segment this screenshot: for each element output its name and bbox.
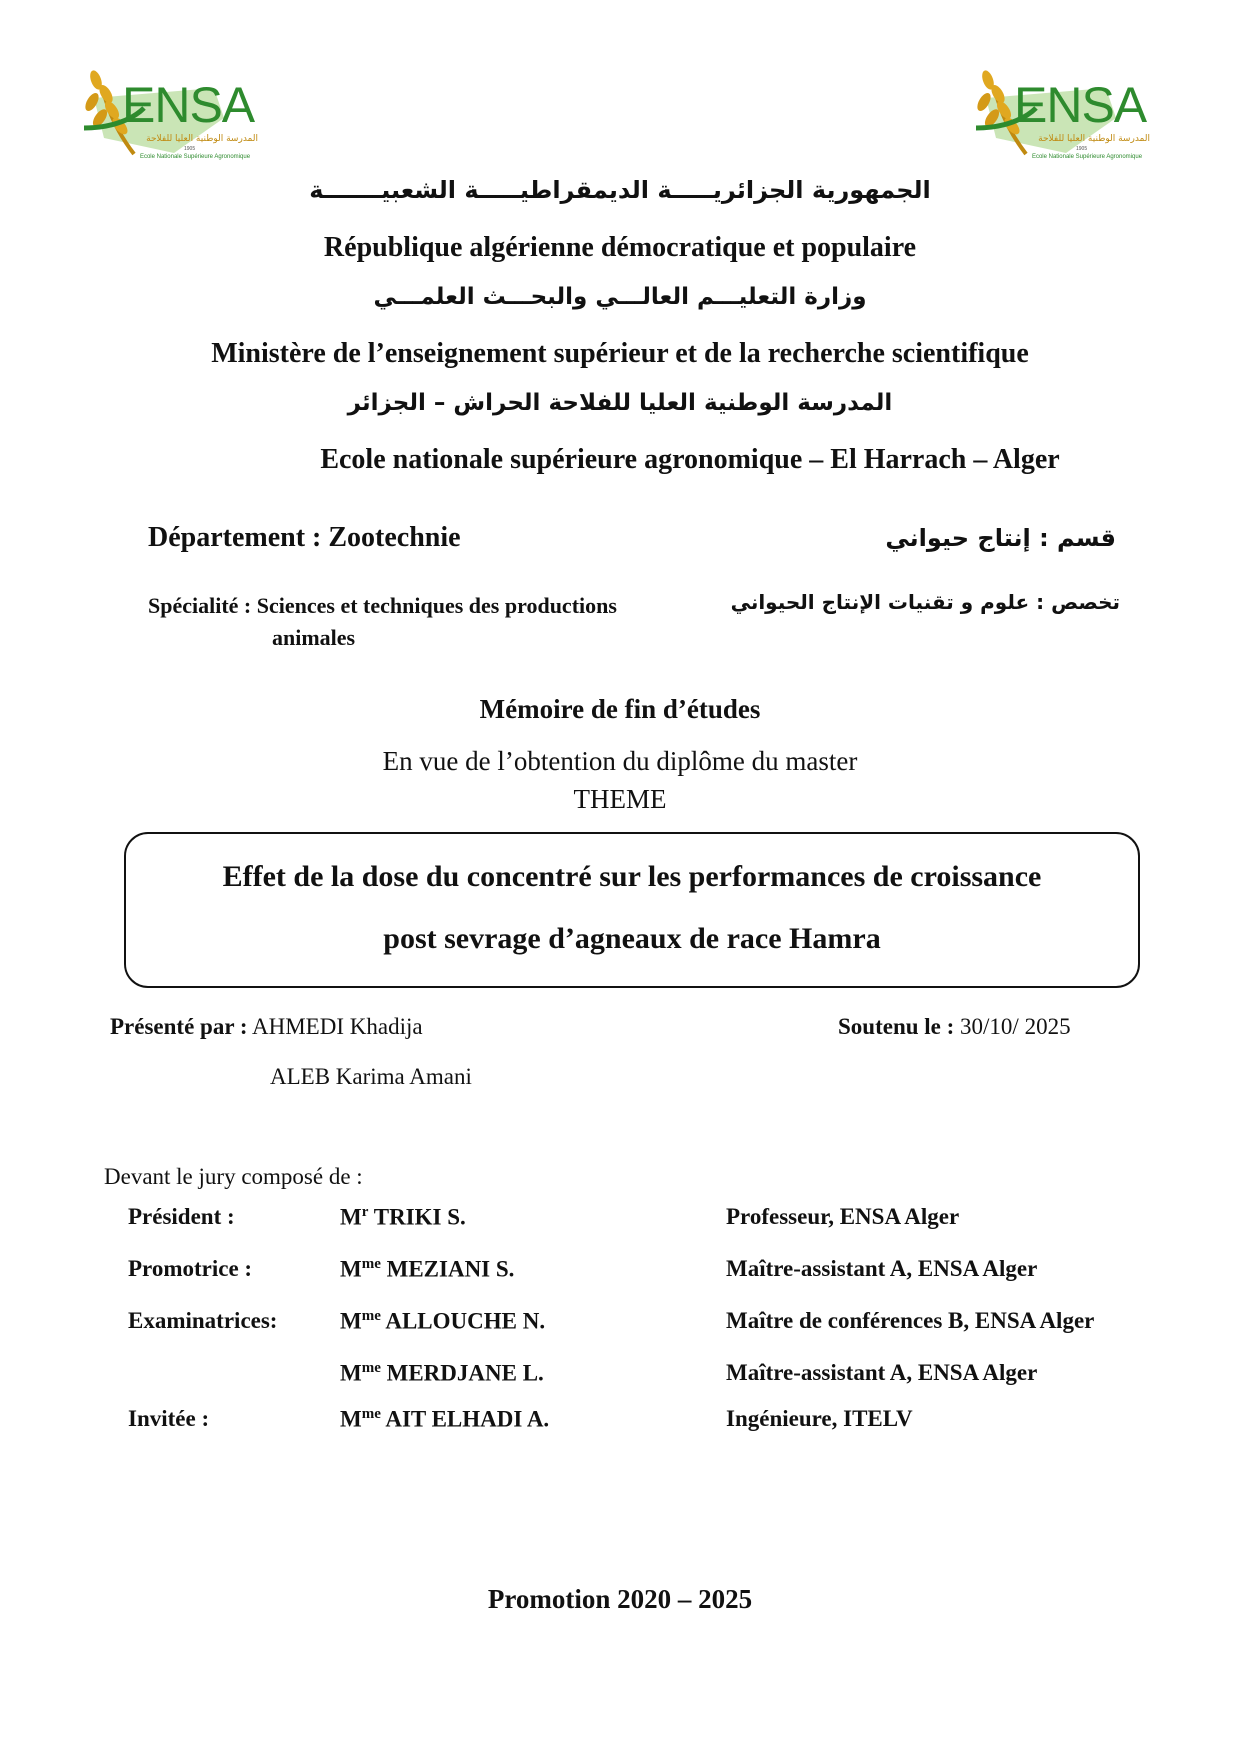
theme-label: THEME — [573, 784, 667, 814]
department-arabic: قسم : إنتاج حيواني — [885, 524, 1116, 552]
jury-title: Ingénieure, ITELV — [726, 1406, 913, 1431]
jury-role: Examinatrices: — [128, 1308, 278, 1333]
department-french — [148, 522, 461, 554]
school-french: Ecole nationale supérieure agronomique – El Harrach – Alger — [320, 444, 1060, 475]
republic-french: République algérienne démocratique et populaire — [323, 232, 917, 263]
specialty-arabic: تخصص : علوم و تقنيات الإنتاج الحيواني — [730, 590, 1120, 614]
ministry-arabic: وزارة التعليـــم العالـــي والبحـــث العلمـــي — [373, 284, 867, 310]
jury-title: Maître de conférences B, ENSA Alger — [726, 1308, 1095, 1333]
logo-french-name: Ecole Nationale Supérieure Agronomique — [139, 154, 251, 160]
jury-name: $M^{me}$ ALLOUCHE N. — [340, 1308, 546, 1334]
presented-by — [110, 1014, 423, 1040]
specialty-french — [148, 590, 708, 654]
logo-french-name: Ecole Nationale Supérieure Agronomique — [1031, 154, 1143, 160]
student-1: AHMEDI Khadija — [252, 1014, 423, 1039]
promotion: Promotion 2020 – 2025 — [487, 1584, 753, 1614]
jury-name: $M^{me}$ MEZIANI S. — [340, 1256, 515, 1282]
ministry-french: Ministère de l’enseignement supérieur et de la recherche scientifique — [211, 338, 1029, 369]
specialty-value-line2: animales — [272, 625, 356, 650]
jury-role: Invitée : — [128, 1406, 210, 1431]
department-label: Département : — [148, 522, 322, 553]
specialty-value-line1: Sciences et techniques des productions — [256, 593, 617, 618]
jury-name: $M^{me}$ MERDJANE L. — [340, 1360, 544, 1386]
logo-wordmark: ENSA — [1014, 77, 1147, 133]
presented-label: Présenté par : — [110, 1014, 248, 1039]
student-2: ALEB Karima Amani — [270, 1064, 472, 1089]
jury-name: $M^{me}$ AIT ELHADI A. — [340, 1406, 550, 1432]
department-value: Zootechnie — [328, 522, 461, 553]
logo-wordmark: ENSA — [122, 77, 255, 133]
theme-title-line2: post sevrage d’agneaux de race Hamra — [383, 922, 881, 955]
jury-title: Maître-assistant A, ENSA Alger — [726, 1360, 1038, 1385]
memoir-subtitle: En vue de l’obtention du diplôme du master — [382, 746, 858, 776]
logo-year: 1905 — [184, 146, 196, 152]
defense-date: 30/10/ 2025 — [960, 1014, 1071, 1039]
jury-role: Promotrice : — [128, 1256, 253, 1281]
jury-role: Président : — [128, 1204, 235, 1229]
theme-title — [124, 846, 1140, 970]
logo-year: 1905 — [1076, 146, 1088, 152]
ensa-logo-left — [64, 58, 264, 168]
specialty-label: Spécialité : — [148, 593, 252, 618]
jury-name: $M^r$ TRIKI S. — [340, 1204, 466, 1230]
republic-arabic: الجمهورية الجزائريـــــة الديمقراطيـــــة الشعبيـــــــة — [309, 176, 931, 204]
logo-arabic-name: المدرسة الوطنية العليا للفلاحة — [146, 134, 258, 144]
memoir-heading: Mémoire de fin d’études — [479, 694, 761, 724]
defense-label: Soutenu le : — [838, 1014, 955, 1039]
defense-date-block — [838, 1014, 1071, 1040]
theme-title-line1: Effet de la dose du concentré sur les performances de croissance — [222, 860, 1042, 893]
logo-arabic-name: المدرسة الوطنية العليا للفلاحة — [1038, 134, 1150, 144]
school-arabic: المدرسة الوطنية العليا للفلاحة الحراش – الجزائر — [347, 390, 893, 416]
ensa-logo-right — [956, 58, 1156, 168]
jury-title: Maître-assistant A, ENSA Alger — [726, 1256, 1038, 1281]
jury-title: Professeur, ENSA Alger — [726, 1204, 960, 1229]
jury-intro: Devant le jury composé de : — [104, 1164, 363, 1189]
